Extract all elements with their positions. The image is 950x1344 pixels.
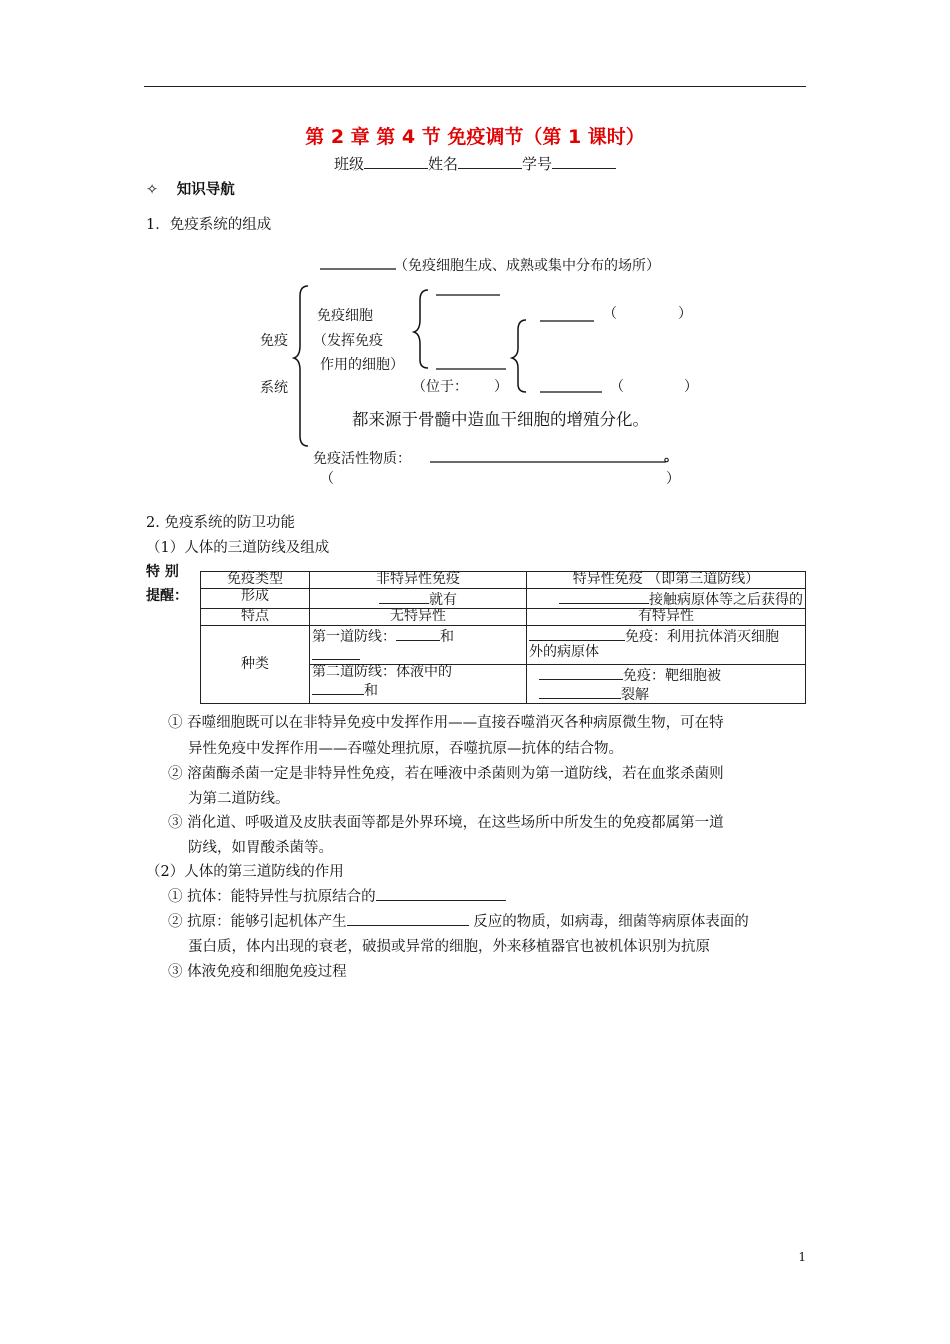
immune-cells-note-2: 作用的细胞）: [320, 357, 404, 373]
table-row-label-formation: 形成: [201, 589, 310, 609]
table-header-specific: 特异性免疫 （即第三道防线）: [527, 572, 806, 589]
cell-text: 就有: [429, 592, 457, 608]
b-cell-open: （: [603, 306, 617, 322]
knowledge-nav-heading: [146, 178, 235, 199]
table-cell: [527, 626, 806, 665]
table-row-label-feature: 特点: [201, 609, 310, 626]
immune-label-2: 系统: [260, 380, 288, 396]
table-row-label-kind: 种类: [201, 626, 310, 704]
cell-text: 和: [440, 629, 454, 645]
immune-cells-note-1: （发挥免疫: [313, 333, 383, 349]
table-row: [201, 609, 806, 626]
answer-blank[interactable]: [539, 665, 623, 680]
active-substance-close: ）: [666, 471, 680, 487]
located-label: （位于：: [412, 379, 468, 395]
note-1-line-2: 异性免疫中发挥作用——吞噬处理抗原，吞噬抗原—抗体的结合物。: [188, 741, 623, 757]
antigen-text-a: ② 抗原：能够引起机体产生: [168, 914, 347, 930]
antibody-text: ① 抗体：能特异性与抗原结合的: [168, 889, 376, 905]
note-2-line-2: 为第二道防线。: [188, 791, 290, 807]
cell-text: 第二道防线：体液中的: [312, 664, 452, 680]
immune-label-1: 免疫: [260, 333, 288, 349]
antigen-line-1: [168, 910, 749, 931]
antigen-blank[interactable]: [347, 911, 469, 926]
located-close: ）: [494, 379, 508, 395]
active-substance-period: 。: [664, 449, 678, 465]
note-3-line-2: 防线，如胃酸杀菌等。: [188, 840, 333, 856]
defense-lines-table: [200, 571, 806, 704]
big-brace-icon: [294, 286, 308, 446]
answer-blank[interactable]: [379, 589, 429, 604]
active-substance-open: （: [320, 471, 334, 487]
origin-note: 都来源于骨髓中造血干细胞的增殖分化。: [352, 410, 649, 429]
header-rule: [144, 86, 806, 87]
lymphocyte-brace-icon: [512, 320, 526, 392]
table-header-type: 免疫类型: [201, 572, 310, 589]
cell-text: 外的病原体: [529, 644, 599, 660]
note-3-line-1: ③ 消化道、呼吸道及皮肤表面等都是外界环境，在这些场所中所发生的免疫都属第一道: [168, 815, 724, 831]
student-info-line: [0, 153, 950, 174]
answer-blank[interactable]: [529, 626, 625, 641]
antigen-text-b: 反应的物质，如病毒，细菌等病原体表面的: [473, 914, 749, 930]
cell-text: 免疫：利用抗体消灭细胞: [625, 629, 779, 645]
answer-blank[interactable]: [559, 589, 649, 604]
cells-brace-icon: [414, 290, 428, 368]
cell-text: 第一道防线：: [312, 629, 396, 645]
table-cell: [310, 589, 527, 609]
page-number: 1: [798, 1250, 806, 1264]
t-cell-open: （: [610, 379, 624, 395]
immunity-process-line: ③ 体液免疫和细胞免疫过程: [168, 964, 347, 980]
table-cell: [527, 589, 806, 609]
answer-blank[interactable]: [312, 680, 364, 695]
special-reminder-label-1: 特 别: [146, 564, 179, 580]
note-2-line-1: ② 溶菌酶杀菌一定是非特异性免疫，若在唾液中杀菌则为第一道防线，若在血浆杀菌则: [168, 766, 724, 782]
cell-text: 免疫：靶细胞被: [623, 668, 721, 684]
cell-text: 和: [364, 683, 378, 699]
section-2-heading: 2. 免疫系统的防卫功能: [146, 515, 295, 531]
nav-title: 知识导航: [176, 182, 235, 198]
diamond-bullet-icon: ✧: [146, 182, 159, 198]
section-1-heading: 1．免疫系统的组成: [146, 217, 272, 233]
id-blank[interactable]: [552, 154, 616, 169]
immune-cells-label: 免疫细胞: [317, 308, 373, 324]
answer-blank[interactable]: [539, 684, 621, 699]
answer-blank[interactable]: [312, 645, 360, 660]
table-row: [201, 572, 806, 589]
id-label: 学号: [522, 155, 553, 173]
antibody-line: [168, 885, 506, 906]
cell-text: 接触病原体等之后获得的: [649, 592, 803, 608]
table-header-nonspecific: 非特异性免疫: [310, 572, 527, 589]
answer-blank[interactable]: [396, 626, 440, 641]
organ-note: （免疫细胞生成、成熟或集中分布的场所）: [394, 258, 660, 274]
name-label: 姓名: [427, 155, 458, 173]
table-cell: [310, 626, 527, 665]
table-row: [201, 626, 806, 665]
section-2-1-heading: （1）人体的三道防线及组成: [146, 540, 330, 556]
active-substance-label: 免疫活性物质：: [313, 451, 411, 467]
special-reminder-label-2: 提醒：: [146, 588, 188, 604]
antigen-line-2: 蛋白质，体内出现的衰老，破损或异常的细胞，外来移植器官也被机体识别为抗原: [188, 939, 710, 955]
table-cell: [527, 665, 806, 704]
note-1-line-1: ① 吞噬细胞既可以在非特异免疫中发挥作用——直接吞噬消灭各种病原微生物，可在特: [168, 715, 724, 731]
class-label: 班级: [333, 155, 364, 173]
b-cell-close: ）: [678, 306, 692, 322]
section-2-2-heading: （2）人体的第三道防线的作用: [146, 864, 344, 880]
class-blank[interactable]: [364, 154, 428, 169]
t-cell-close: ）: [684, 379, 698, 395]
table-cell: 无特异性: [310, 609, 527, 626]
table-cell: [310, 665, 527, 704]
table-cell: 有特异性: [527, 609, 806, 626]
table-row: [201, 589, 806, 609]
antibody-blank[interactable]: [376, 886, 506, 901]
page-title: 第 2 章 第 4 节 免疫调节（第 1 课时）: [305, 126, 645, 148]
name-blank[interactable]: [458, 154, 522, 169]
cell-text: 裂解: [621, 687, 649, 703]
